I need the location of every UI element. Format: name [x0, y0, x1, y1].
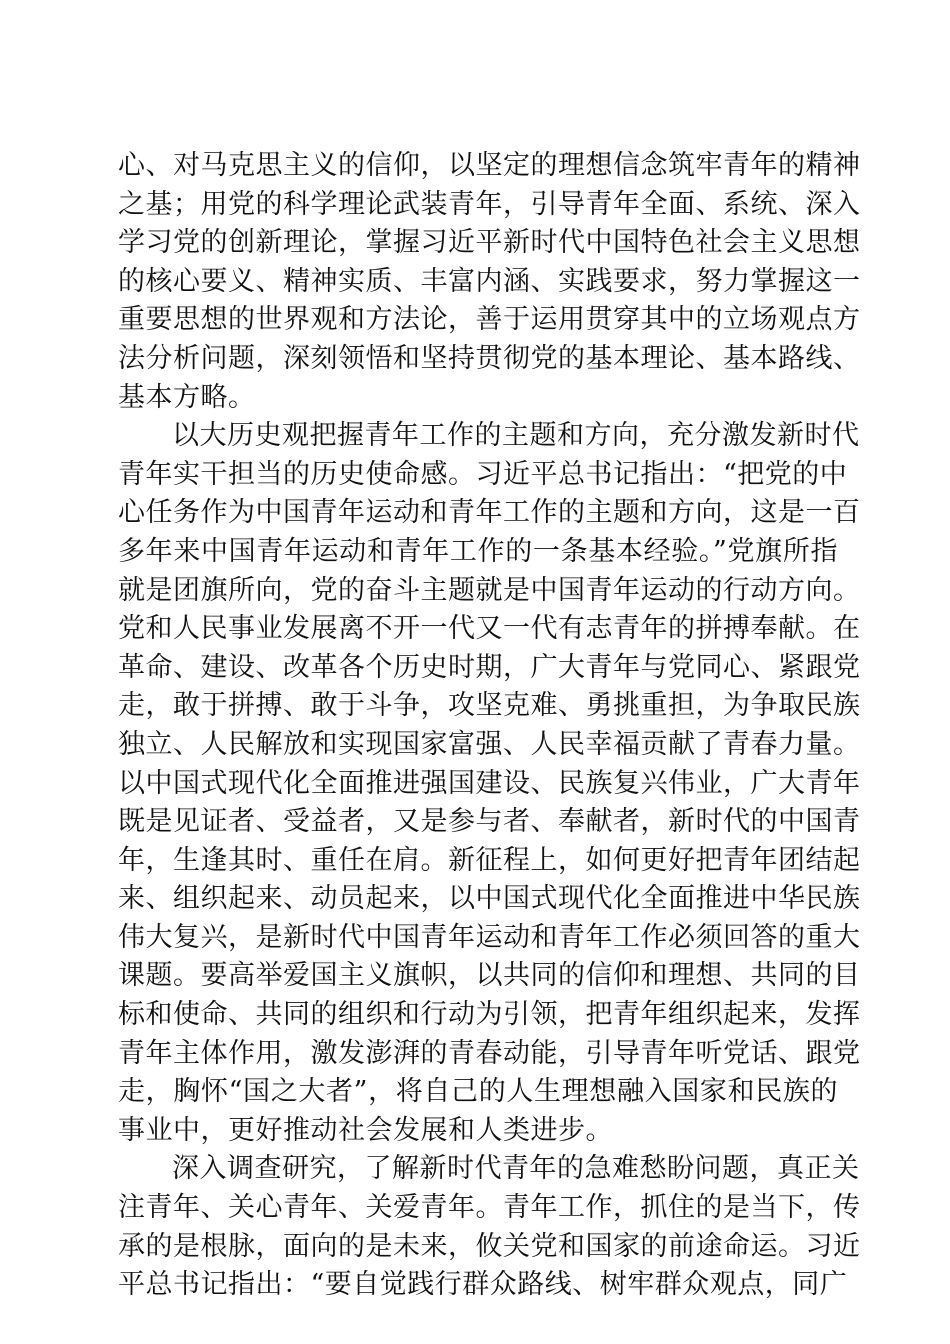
text-line: 学习党的创新理论，掌握习近平新时代中国特色社会主义思想 [118, 227, 861, 259]
text-line: 革命、建设、改革各个历史时期，广大青年与党同心、紧跟党 [118, 651, 861, 683]
text-line: 平总书记指出：“要自觉践行群众路线、树牢群众观点，同广 [118, 1269, 848, 1301]
paragraph-first-line: 以大历史观把握青年工作的主题和方向，充分激发新时代 [172, 420, 860, 452]
text-line: 标和使命、共同的组织和行动为引领，把青年组织起来，发挥 [118, 999, 861, 1031]
text-line: 以中国式现代化全面推进强国建设、民族复兴伟业，广大青年 [118, 767, 861, 799]
text-line: 党和人民事业发展离不开一代又一代有志青年的拼搏奉献。在 [118, 613, 861, 645]
text-line: 来、组织起来、动员起来，以中国式现代化全面推进中华民族 [118, 883, 861, 915]
text-line: 走，胸怀“国之大者”，将自己的人生理想融入国家和民族的 [118, 1076, 838, 1108]
text-line: 伟大复兴，是新时代中国青年运动和青年工作必须回答的重大 [118, 921, 861, 953]
text-line: 之基；用党的科学理论武装青年，引导青年全面、系统、深入 [118, 188, 861, 220]
text-line: 法分析问题，深刻领悟和坚持贯彻党的基本理论、基本路线、 [118, 342, 861, 374]
text-line: 年，生逢其时、重任在肩。新征程上，如何更好把青年团结起 [118, 844, 861, 876]
paragraph-first-line: 深入调查研究，了解新时代青年的急难愁盼问题，真正关 [172, 1153, 860, 1185]
text-line: 多年来中国青年运动和青年工作的一条基本经验。”党旗所指 [118, 535, 838, 567]
text-line: 基本方略。 [118, 381, 256, 413]
text-line: 心、对马克思主义的信仰，以坚定的理想信念筑牢青年的精神 [118, 150, 861, 181]
text-line: 青年主体作用，激发澎湃的青春动能，引导青年听党话、跟党 [118, 1037, 861, 1069]
text-line: 课题。要高举爱国主义旗帜，以共同的信仰和理想、共同的目 [118, 960, 861, 992]
text-line: 重要思想的世界观和方法论，善于运用贯穿其中的立场观点方 [118, 304, 861, 336]
text-line: 注青年、关心青年、关爱青年。青年工作，抓住的是当下，传 [118, 1192, 861, 1224]
text-line: 青年实干担当的历史使命感。习近平总书记指出：“把党的中 [118, 458, 848, 490]
text-line: 心任务作为中国青年运动和青年工作的主题和方向，这是一百 [118, 497, 861, 529]
text-line: 事业中，更好推动社会发展和人类进步。 [118, 1114, 613, 1146]
text-line: 的核心要义、精神实质、丰富内涵、实践要求，努力掌握这一 [118, 265, 861, 297]
text-line: 承的是根脉，面向的是未来，攸关党和国家的前途命运。习近 [118, 1230, 861, 1262]
text-line: 独立、人民解放和实现国家富强、人民幸福贡献了青春力量。 [118, 728, 861, 760]
text-line: 既是见证者、受益者，又是参与者、奉献者，新时代的中国青 [118, 806, 861, 838]
body-text [118, 147, 861, 1305]
text-line: 就是团旗所向，党的奋斗主题就是中国青年运动的行动方向。 [118, 574, 861, 606]
text-line: 走，敢于拼搏、敢于斗争，攻坚克难、勇挑重担，为争取民族 [118, 690, 861, 722]
